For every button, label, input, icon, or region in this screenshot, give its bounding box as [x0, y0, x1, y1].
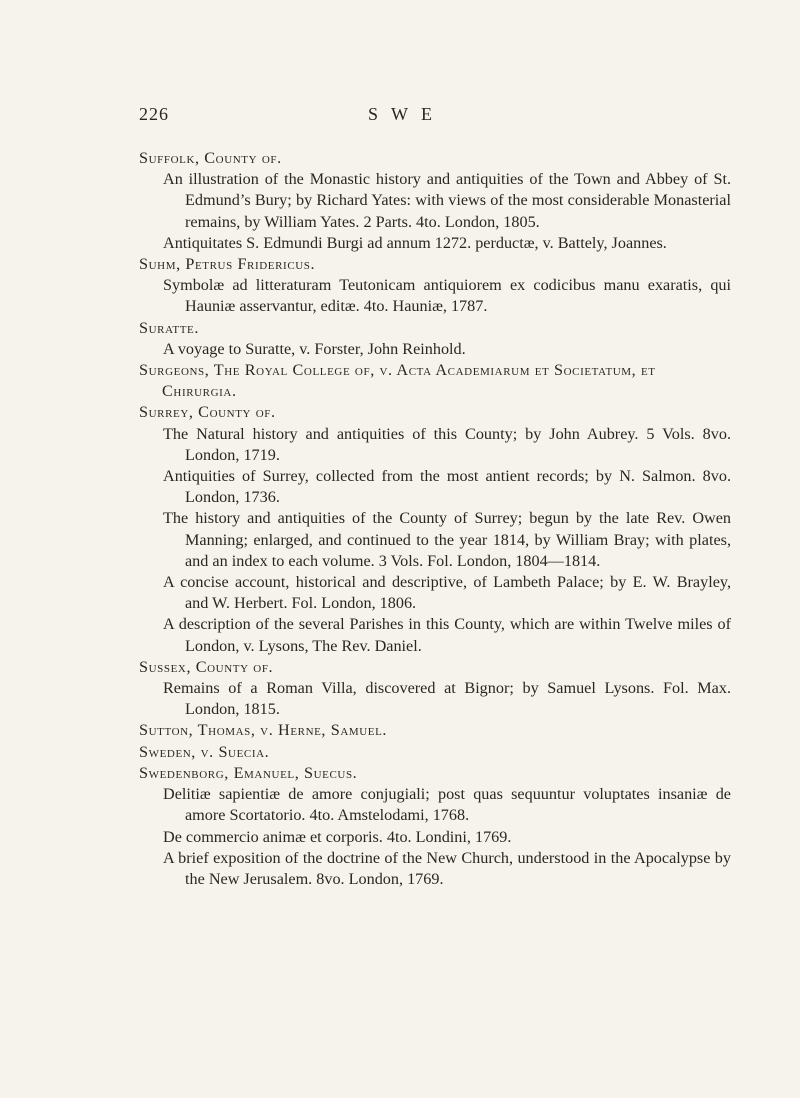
entry-heading: Sweden, v. Suecia. [139, 742, 270, 761]
entry-item: A voyage to Suratte, v. Forster, John Reinhold. [163, 339, 466, 358]
entry-heading: Suhm, Petrus Fridericus. [139, 255, 316, 274]
entry-heading: Suffolk, County of. [139, 149, 282, 167]
entry-item: An illustration of the Monastic history and antiquities of the Town and Abbey of St. Edmund’s Bury; by Richard Yates: with views of the most considerable Monasterial remains, by William Yates. 2 Parts. 4to. London, 1805. [163, 170, 731, 231]
catalogue-entries [139, 148, 731, 890]
entry-item: Symbolæ ad litteraturam Teutonicam antiquiorem ex codicibus manu exaratis, qui Hauniæ asservantur, editæ. 4to. Hauniæ, 1787. [163, 276, 731, 316]
page-number: 226 [139, 104, 169, 124]
entry-heading: Sutton, Thomas, v. Herne, Samuel. [139, 721, 388, 740]
entry-item: Remains of a Roman Villa, discovered at Bignor; by Samuel Lysons. Fol. Max. London, 1815. [163, 679, 731, 719]
entry-item: The history and antiquities of the County of Surrey; begun by the late Rev. Owen Manning; enlarged, and continued to the year 1814, by William Bray; with plates, and an index to each volume. 3 Vols. Fol. London, 1804—1814. [163, 509, 731, 570]
entry-item: Antiquities of Surrey, collected from the most antient records; by N. Salmon. 8vo. London, 1736. [163, 467, 731, 507]
entry-item: Antiquitates S. Edmundi Burgi ad annum 1272. perductæ, v. Battely, Joannes. [163, 233, 667, 252]
entry-item: De commercio animæ et corporis. 4to. Londini, 1769. [163, 827, 512, 846]
entry-item: A description of the several Parishes in this County, which are within Twelve miles of London, v. Lysons, The Rev. Daniel. [163, 615, 731, 655]
running-head: SWE [368, 104, 445, 124]
entry-heading: Surrey, County of. [139, 403, 276, 422]
entry-item: A concise account, historical and descriptive, of Lambeth Palace; by E. W. Brayley, and W. Herbert. Fol. London, 1806. [163, 573, 731, 613]
entry-heading: Surgeons, The Royal College of, v. Acta Academiarum et Societatum, et Chirurgia. [139, 361, 656, 401]
entry-heading: Swedenborg, Emanuel, Suecus. [139, 763, 358, 782]
entry-item: The Natural history and antiquities of this County; by John Aubrey. 5 Vols. 8vo. London, 1719. [163, 424, 731, 464]
entry-heading: Suratte. [139, 318, 200, 337]
entry-heading: Sussex, County of. [139, 657, 274, 676]
entry-item: Delitiæ sapientiæ de amore conjugiali; post quas sequuntur voluptates insaniæ de amore Scortatorio. 4to. Amstelodami, 1768. [163, 785, 731, 825]
entry-item: A brief exposition of the doctrine of the New Church, understood in the Apocalypse by the New Jerusalem. 8vo. London, 1769. [163, 848, 731, 888]
